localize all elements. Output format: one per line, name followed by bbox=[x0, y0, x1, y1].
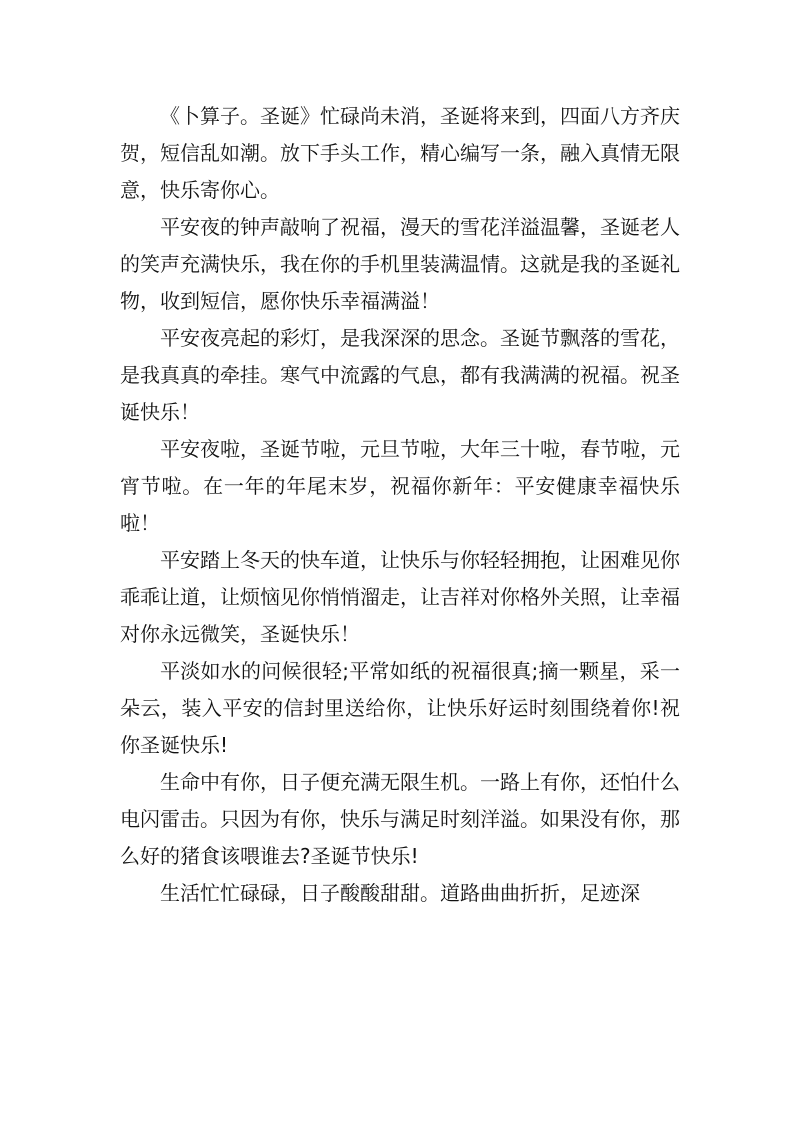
paragraph-3: 平安夜亮起的彩灯，是我深深的思念。圣诞节飘落的雪花，是我真真的牵挂。寒气中流露的气息，都有我满满的祝福。祝圣诞快乐！ bbox=[120, 326, 680, 424]
document-body bbox=[120, 98, 680, 912]
paragraph-8: 生活忙忙碌碌，日子酸酸甜甜。道路曲曲折折，足迹深 bbox=[160, 881, 640, 905]
paragraph-1: 《卜算子。圣诞》忙碌尚未消，圣诞将来到，四面八方齐庆贺，短信乱如潮。放下手头工作，精心编写一条，融入真情无限意，快乐寄你心。 bbox=[120, 104, 680, 202]
paragraph-7: 生命中有你，日子便充满无限生机。一路上有你，还怕什么电闪雷击。只因为有你，快乐与满足时刻洋溢。如果没有你，那么好的猪食该喂谁去?圣诞节快乐! bbox=[120, 770, 680, 868]
paragraph-5: 平安踏上冬天的快车道，让快乐与你轻轻拥抱，让困难见你乖乖让道，让烦恼见你悄悄溜走，让吉祥对你格外关照，让幸福对你永远微笑，圣诞快乐！ bbox=[120, 548, 680, 646]
paragraph-2: 平安夜的钟声敲响了祝福，漫天的雪花洋溢温馨，圣诞老人的笑声充满快乐，我在你的手机里装满温情。这就是我的圣诞礼物，收到短信，愿你快乐幸福满溢！ bbox=[120, 215, 680, 313]
paragraph-4: 平安夜啦，圣诞节啦，元旦节啦，大年三十啦，春节啦，元宵节啦。在一年的年尾末岁，祝福你新年：平安健康幸福快乐啦！ bbox=[120, 437, 680, 535]
paragraph-6: 平淡如水的问候很轻;平常如纸的祝福很真;摘一颗星，采一朵云，装入平安的信封里送给你，让快乐好运时刻围绕着你!祝你圣诞快乐! bbox=[120, 659, 680, 757]
